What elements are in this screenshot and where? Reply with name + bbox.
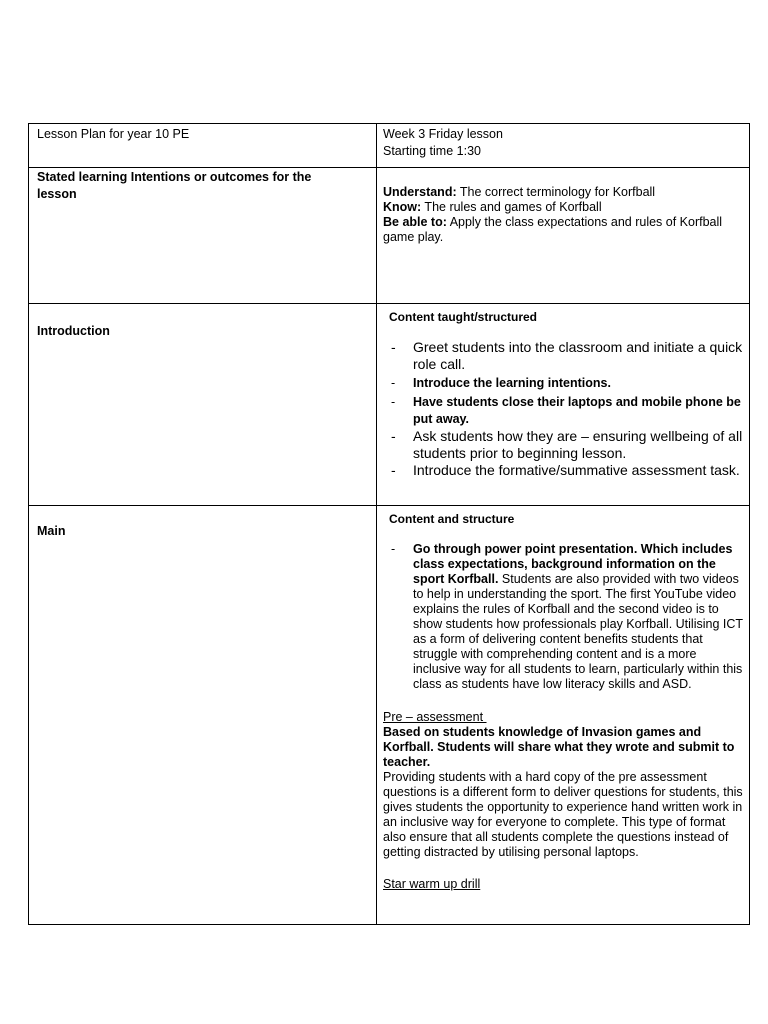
introduction-label: Introduction (37, 324, 110, 338)
intentions-row (29, 168, 749, 304)
introduction-heading: Content taught/structured (389, 310, 537, 324)
list-item: - Greet students into the classroom and initiate a quick role call. (383, 339, 743, 373)
header-right-cell (377, 124, 749, 167)
be-able-label: Be able to: (383, 215, 447, 229)
be-able-text: Apply the class expectations and rules of Korfball game play. (383, 215, 723, 244)
main-list (383, 542, 743, 692)
week-label: Week 3 Friday lesson (383, 127, 503, 141)
pre-assessment-block (383, 710, 743, 860)
intentions-label: Stated learning Intentions or outcomes for the lesson (37, 170, 312, 201)
understand-line (383, 185, 743, 200)
pre-assessment-bold: Based on students knowledge of Invasion games and Korfball. Students will share what they wrote and submit to teacher. (383, 725, 735, 769)
main-right-cell (377, 506, 749, 924)
list-item: - Ask students how they are – ensuring wellbeing of all students prior to beginning lesson. (383, 428, 743, 462)
be-able-line (383, 215, 743, 245)
pre-assessment-heading: Pre – assessment (383, 710, 487, 724)
intentions-right-cell (377, 168, 749, 303)
understand-text: The correct terminology for Korfball (456, 185, 656, 199)
lesson-plan-title: Lesson Plan for year 10 PE (37, 127, 190, 141)
main-item-bold: Go through power point presentation. Which includes class expectations, background information on the sport Korfball. (413, 542, 733, 586)
star-drill-heading: Star warm up drill (383, 877, 481, 891)
list-item: - Introduce the learning intentions. (383, 375, 743, 392)
header-left-cell (29, 124, 377, 167)
main-heading: Content and structure (389, 512, 515, 526)
introduction-left-cell (29, 304, 377, 505)
start-time: Starting time 1:30 (383, 144, 481, 158)
understand-label: Understand: (383, 185, 457, 199)
know-line (383, 200, 743, 215)
header-row (29, 124, 749, 168)
know-text: The rules and games of Korfball (421, 200, 602, 214)
introduction-row (29, 304, 749, 506)
main-label: Main (37, 524, 66, 538)
pre-assessment-text: Providing students with a hard copy of the pre assessment questions is a different form to deliver questions for students, this gives students the opportunity to experience hand written work in an inclusive way for everyone to complete. This type of format also ensure that all students complete the questions instead of getting distracted by utilising personal laptops. (383, 770, 743, 859)
introduction-right-cell (377, 304, 749, 505)
list-item (383, 542, 743, 692)
main-row (29, 506, 749, 924)
list-item: - Have students close their laptops and mobile phone be put away. (383, 394, 743, 428)
main-item-text: Students are also provided with two videos to help in understanding the sport. The first YouTube video explains the rules of Korfball and the second video is to show students how professionals play Korfball. Utilising ICT as a form of delivering content benefits students that struggle with comprehending content and is a more inclusive way for all students to learn, particularly within this class as students have low literacy skills and ASD. (413, 572, 743, 691)
know-label: Know: (383, 200, 422, 214)
introduction-list (383, 339, 743, 479)
list-item: - Introduce the formative/summative assessment task. (383, 462, 743, 479)
main-left-cell (29, 506, 377, 924)
intentions-left-cell (29, 168, 377, 303)
lesson-plan-table (28, 123, 750, 925)
